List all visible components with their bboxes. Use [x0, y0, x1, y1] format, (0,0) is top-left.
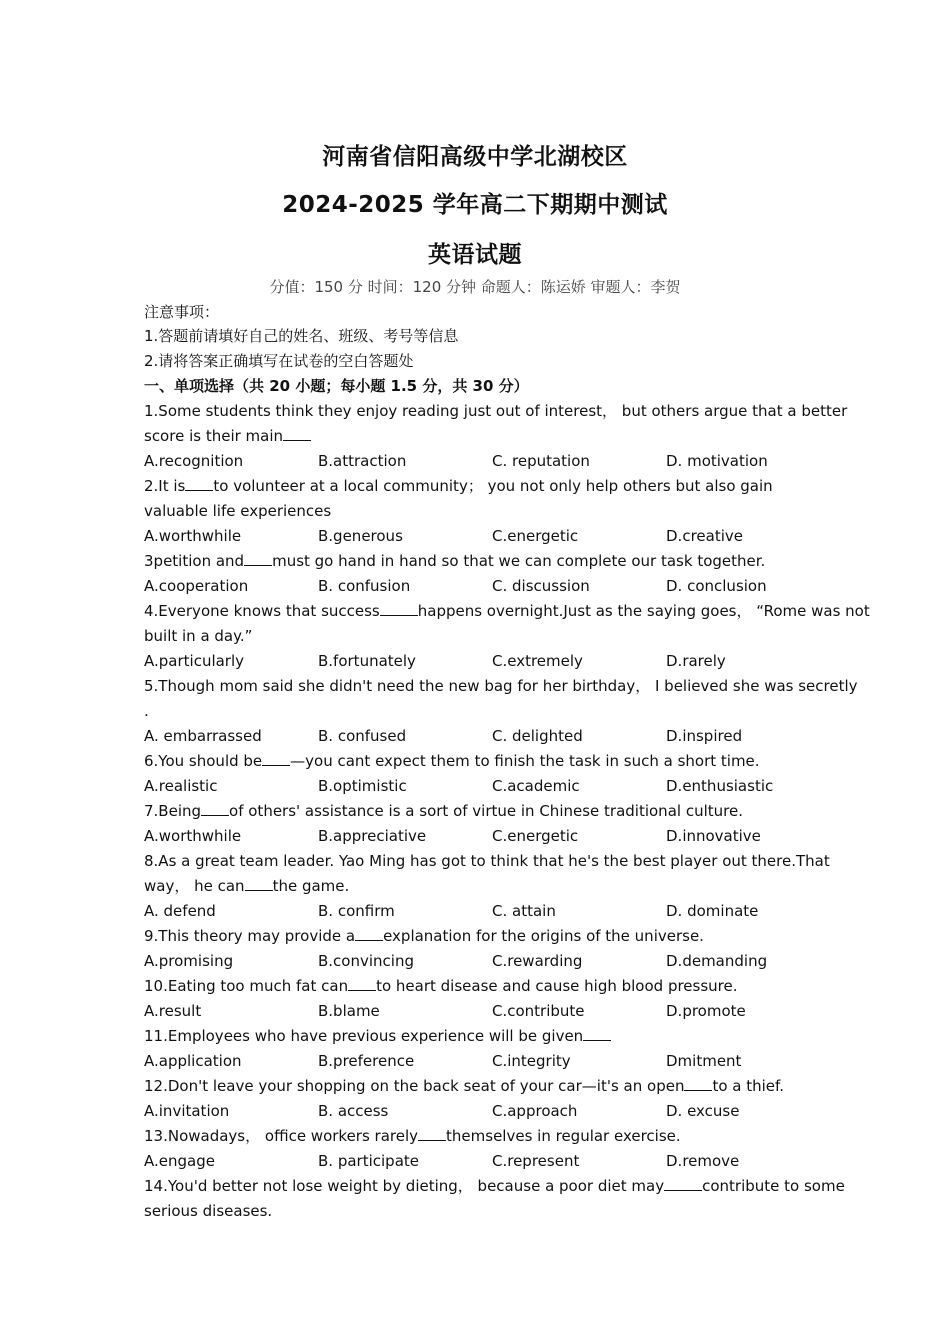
option-c: C.extremely [492, 652, 583, 670]
answer-blank [380, 601, 418, 616]
option-c: C. delighted [492, 727, 583, 745]
option-b: B.preference [318, 1052, 415, 1070]
option-a: A.recognition [144, 452, 244, 470]
option-d: D.inspired [666, 727, 743, 745]
option-d: D.enthusiastic [666, 777, 774, 795]
question-2-text: 2.It is to volunteer at a local community； you not only help others but also gain [144, 477, 773, 495]
question-8-text: 8.As a great team leader. Yao Ming has got to think that he's the best player out there.That [144, 852, 830, 870]
answer-blank [664, 1176, 702, 1191]
question-13-text: 13.Nowadays， office workers rarely themselves in regular exercise. [144, 1127, 681, 1145]
option-c: C. reputation [492, 452, 590, 470]
option-d: D.demanding [666, 952, 768, 970]
question-8-text-cont: way， he can the game. [144, 877, 350, 895]
question-3-text: 3petition and must go hand in hand so that we can complete our task together. [144, 552, 766, 570]
option-d: D. dominate [666, 902, 759, 920]
notes-heading: 注意事项： [144, 303, 220, 321]
option-c: C.approach [492, 1102, 578, 1120]
subject-title: 英语试题 [428, 242, 522, 268]
option-c: C.represent [492, 1152, 580, 1170]
answer-blank [418, 1126, 446, 1141]
option-b: B. participate [318, 1152, 419, 1170]
option-b: B.optimistic [318, 777, 407, 795]
question-4-text: 4.Everyone knows that success happens overnight.Just as the saying goes， “Rome was not [144, 602, 870, 620]
option-c: C. attain [492, 902, 556, 920]
option-a: A.engage [144, 1152, 215, 1170]
option-c: C.rewarding [492, 952, 583, 970]
option-d: D. conclusion [666, 577, 767, 595]
answer-blank [245, 876, 273, 891]
question-2-text-cont: valuable life experiences [144, 502, 332, 520]
option-b: B. confirm [318, 902, 395, 920]
option-d: D.creative [666, 527, 743, 545]
option-a: A.worthwhile [144, 827, 242, 845]
option-c: C.contribute [492, 1002, 585, 1020]
note-2: 2.请将答案正确填写在试卷的空白答题处 [144, 352, 414, 370]
option-b: B.blame [318, 1002, 380, 1020]
question-11-text: 11.Employees who have previous experience will be given [144, 1024, 806, 1049]
question-9-text: 9.This theory may provide a explanation for the origins of the universe. [144, 927, 704, 945]
option-c: C.energetic [492, 527, 579, 545]
answer-blank [355, 926, 383, 941]
question-14-text: 14.You'd better not lose weight by dieting， because a poor diet may contribute to some [144, 1177, 845, 1195]
answer-blank [283, 426, 311, 441]
question-14-text-cont: serious diseases. [144, 1202, 273, 1220]
option-d: D. excuse [666, 1102, 740, 1120]
answer-blank [185, 476, 213, 491]
answer-blank [684, 1076, 712, 1091]
option-d: D. motivation [666, 452, 768, 470]
answer-blank [348, 976, 376, 991]
option-a: A.realistic [144, 777, 218, 795]
option-b: B. confusion [318, 577, 411, 595]
option-b: B. access [318, 1102, 389, 1120]
option-d: D.promote [666, 1002, 746, 1020]
option-c: C. discussion [492, 577, 590, 595]
option-b: B. confused [318, 727, 407, 745]
option-d: Dmitment [666, 1052, 742, 1070]
question-5-text-cont: . [144, 702, 149, 720]
question-7-text: 7.Being of others' assistance is a sort of virtue in Chinese traditional culture. [144, 802, 743, 820]
option-c: C.energetic [492, 827, 579, 845]
answer-blank [262, 751, 290, 766]
question-4-text-cont: built in a day.” [144, 627, 253, 645]
note-1: 1.答题前请填好自己的姓名、班级、考号等信息 [144, 327, 459, 345]
option-a: A.result [144, 1002, 202, 1020]
answer-blank [244, 551, 272, 566]
question-5-text: 5.Though mom said she didn't need the new bag for her birthday， I believed she was secretly [144, 677, 858, 695]
option-c: C.academic [492, 777, 580, 795]
school-title: 河南省信阳高级中学北湖校区 [322, 144, 628, 170]
answer-blank [583, 1026, 611, 1041]
question-1-text-cont: score is their main [144, 424, 806, 449]
option-d: D.innovative [666, 827, 761, 845]
question-6-text: 6.You should be —you cant expect them to finish the task in such a short time. [144, 752, 760, 770]
option-c: C.integrity [492, 1052, 571, 1070]
option-a: A.cooperation [144, 577, 249, 595]
option-a: A. defend [144, 902, 216, 920]
answer-blank [201, 801, 229, 816]
option-b: B.fortunately [318, 652, 416, 670]
option-a: A.application [144, 1052, 242, 1070]
option-a: A.invitation [144, 1102, 230, 1120]
option-d: D.remove [666, 1152, 740, 1170]
question-12-text: 12.Don't leave your shopping on the back seat of your car—it's an open to a thief. [144, 1077, 784, 1095]
section-heading: 一、单项选择（共 20 小题；每小题 1.5 分，共 30 分） [144, 377, 529, 395]
question-1-text: 1.Some students think they enjoy reading just out of interest， but others argue that a better [144, 402, 848, 420]
option-b: B.appreciative [318, 827, 427, 845]
option-a: A.worthwhile [144, 527, 242, 545]
option-a: A.promising [144, 952, 234, 970]
option-b: B.convincing [318, 952, 414, 970]
option-d: D.rarely [666, 652, 726, 670]
option-a: A.particularly [144, 652, 245, 670]
option-b: B.generous [318, 527, 403, 545]
option-a: A. embarrassed [144, 727, 262, 745]
exam-title: 2024-2025 学年高二下期期中测试 [282, 192, 668, 218]
option-b: B.attraction [318, 452, 407, 470]
question-10-text: 10.Eating too much fat can to heart disease and cause high blood pressure. [144, 977, 738, 995]
exam-meta: 分值：150 分 时间：120 分钟 命题人：陈运娇 审题人：李贺 [269, 278, 681, 296]
